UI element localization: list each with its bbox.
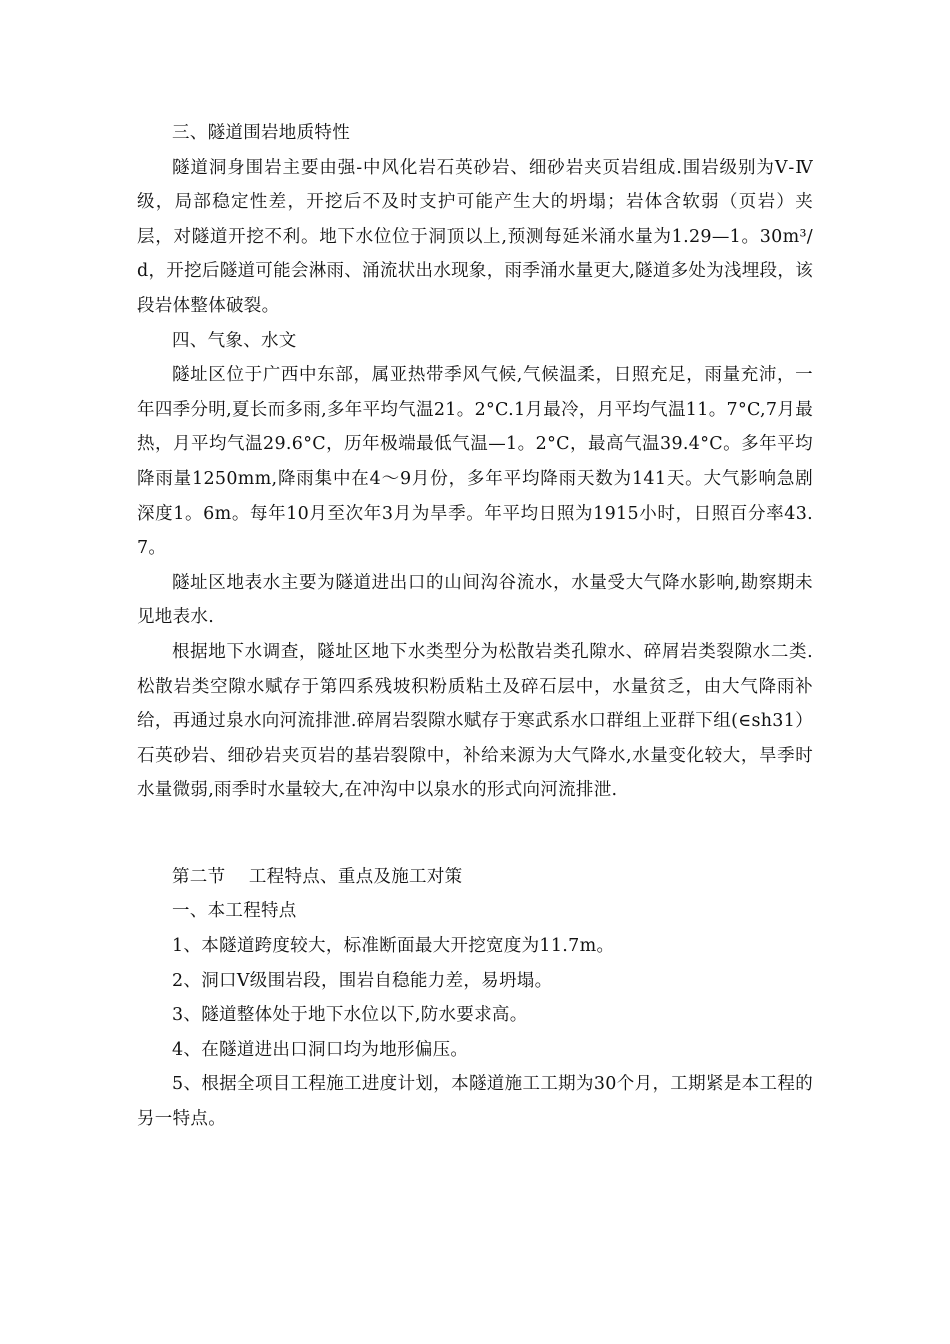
section-heading-climate-hydrology: 四、气象、水文 [172, 330, 297, 351]
feature-item-5: 5、根据全项目工程施工进度计划，本隧道施工工期为30个月，工期紧是本工程的另一特点。 [137, 1074, 813, 1130]
feature-item-2: 2、洞口Ⅴ级围岩段，围岩自稳能力差，易坍塌。 [172, 970, 553, 991]
subsection-heading-features: 一、本工程特点 [172, 901, 297, 922]
feature-item-4: 4、在隧道进出口洞口均为地形偏压。 [172, 1039, 469, 1060]
paragraph-surface-water: 隧址区地表水主要为隧道进出口的山间沟谷流水，水量受大气降水影响,勘察期未见地表水. [137, 572, 813, 628]
feature-item-1: 1、本隧道跨度较大，标准断面最大开挖宽度为11.7m。 [172, 936, 615, 957]
document-body [137, 116, 813, 1137]
paragraph-climate: 隧址区位于广西中东部，属亚热带季风气候,气候温柔，日照充足，雨量充沛，一年四季分明,夏长而多雨,多年平均气温21。2°C.1月最冷，月平均气温11。7°C,7月最热，月平均气温29.6°C，历年极端最低气温—1。2°C，最高气温39.4°C。多年平均降雨量1250mm,降雨集中在4～9月份，多年平均降雨天数为141天。大气影响急剧深度1。6m。每年10月至次年3月为旱季。年平均日照为1915小时，日照百分率43.7。 [137, 365, 813, 559]
chapter-section-title: 第二节 工程特点、重点及施工对策 [172, 866, 463, 887]
paragraph-rock-characteristics: 隧道洞身围岩主要由强-中风化岩石英砂岩、细砂岩夹页岩组成.围岩级别为Ⅴ-Ⅳ级，局部稳定性差，开挖后不及时支护可能产生大的坍塌；岩体含软弱（页岩）夹层，对隧道开挖不利。地下水位位于洞顶以上,预测每延米涌水量为1.29—1。30m³/d，开挖后隧道可能会淋雨、涌流状出水现象，雨季涌水量更大,隧道多处为浅埋段，该段岩体整体破裂。 [137, 157, 813, 316]
feature-item-3: 3、隧道整体处于地下水位以下,防水要求高。 [172, 1005, 528, 1026]
section-heading-surrounding-rock: 三、隧道围岩地质特性 [172, 123, 350, 143]
section-spacer [137, 808, 813, 860]
paragraph-groundwater: 根据地下水调查，隧址区地下水类型分为松散岩类孔隙水、碎屑岩类裂隙水二类.松散岩类空隙水赋存于第四系残坡积粉质粘土及碎石层中，水量贫乏，由大气降雨补给，再通过泉水向河流排泄.碎屑岩裂隙水赋存于寒武系水口群组上亚群下组(∈sh31）石英砂岩、细砂岩夹页岩的基岩裂隙中，补给来源为大气降水,水量变化较大，旱季时水量微弱,雨季时水量较大,在冲沟中以泉水的形式向河流排泄. [137, 641, 813, 801]
